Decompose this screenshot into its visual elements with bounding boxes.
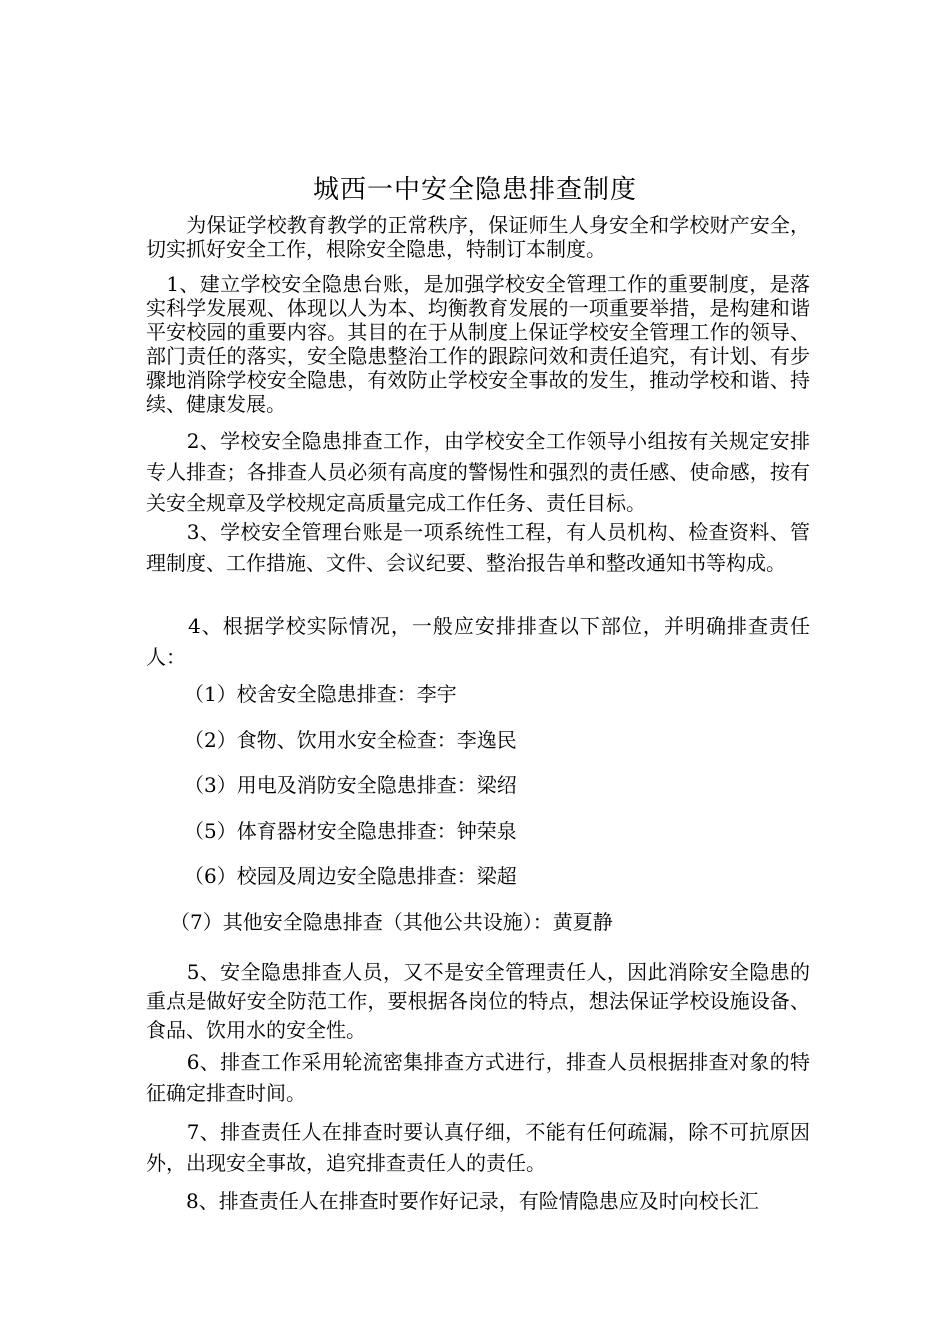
inspection-item-3: （3）用电及消防安全隐患排查：梁绍 [184,773,517,797]
clause-3: 3、学校安全管理台账是一项系统性工程，有人员机构、检查资料、管理制度、工作措施、文件、会议纪要、整治报告单和整改通知书等构成。 [146,520,810,575]
clause-2: 2、学校安全隐患排查工作，由学校安全工作领导小组按有关规定安排专人排查；各排查人员必须有高度的警惕性和强烈的责任感、使命感，按有关安全规章及学校规定高质量完成工作任务、责任目标。 [146,429,810,515]
clause-7: 7、排查责任人在排查时要认真仔细，不能有任何疏漏，除不可抗原因外，出现安全事故，追究排查责任人的责任。 [146,1120,810,1175]
inspection-item-1: （1）校舍安全隐患排查：李宇 [184,682,457,706]
clause-5: 5、安全隐患排查人员，又不是安全管理责任人，因此消除安全隐患的重点是做好安全防范工作，要根据各岗位的特点，想法保证学校设施设备、食品、饮用水的安全性。 [146,960,810,1042]
document-title: 城西一中安全隐患排查制度 [312,175,637,205]
inspection-item-7: （7）其他安全隐患排查（其他公共设施）：黄夏静 [170,910,613,934]
inspection-item-5: （5）体育器材安全隐患排查：钟荣泉 [184,819,517,843]
inspection-item-2: （2）食物、饮用水安全检查：李逸民 [184,728,517,752]
clause-4: 4、根据学校实际情况，一般应安排排查以下部位，并明确排查责任人： [146,614,810,669]
clause-8: 8、排查责任人在排查时要作好记录，有险情隐患应及时向校长汇 [146,1189,759,1213]
clause-1: 1、建立学校安全隐患台账，是加强学校安全管理工作的重要制度，是落实科学发展观、体现以人为本、均衡教育发展的一项重要举措，是构建和谐平安校园的重要内容。其目的在于从制度上保证学校安全管理工作的领导、部门责任的落实，安全隐患整治工作的跟踪问效和责任追究，有计划、有步骤地消除学校安全隐患，有效防止学校安全事故的发生，推动学校和谐、持续、健康发展。 [146,272,810,416]
clause-6: 6、排查工作采用轮流密集排查方式进行，排查人员根据排查对象的特征确定排查时间。 [146,1050,810,1105]
inspection-item-6: （6）校园及周边安全隐患排查：梁超 [184,864,517,888]
intro-paragraph: 为保证学校教育教学的正常秩序，保证师生人身安全和学校财产安全，切实抓好安全工作，根除安全隐患，特制订本制度。 [146,213,810,261]
